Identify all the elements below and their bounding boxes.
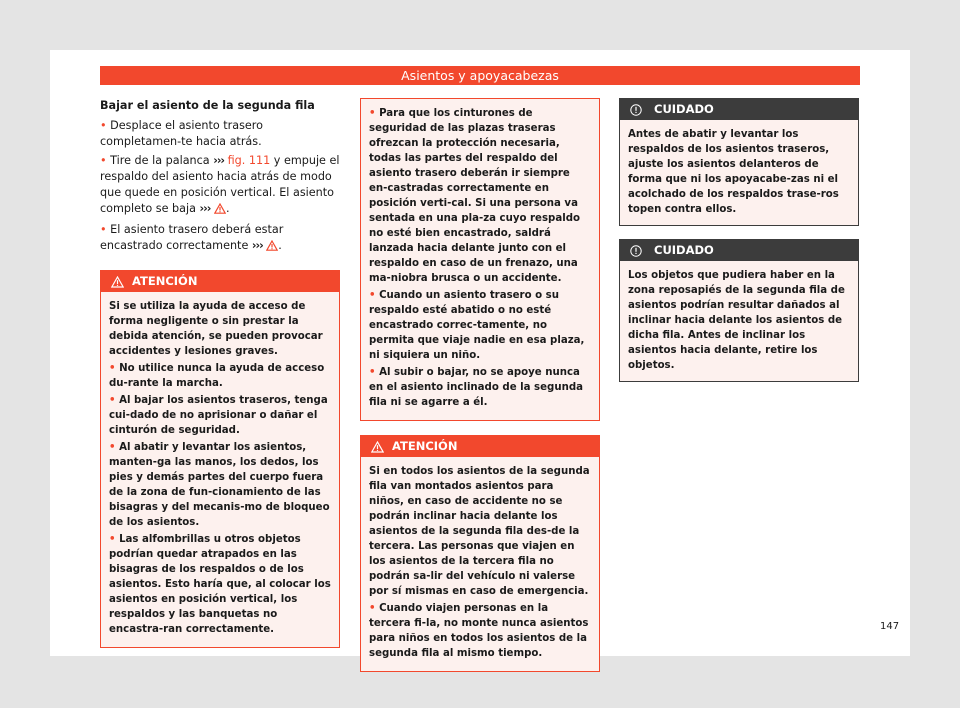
bullet-icon: • <box>369 603 380 614</box>
warning-triangle-icon[interactable] <box>266 240 278 256</box>
step-item: • Tire de la palanca ››› fig. 111 y empuje el respaldo del asiento hacia atrás de modo que quede en posición vertical. El asiento completo se baja ››› . <box>100 153 340 219</box>
list-item: • Cuando viajen personas en la tercera fi-la, no monte nunca asientos para niños en todos los asientos de la segunda fila al mismo tiempo. <box>369 603 589 659</box>
bullet-icon: • <box>109 442 120 453</box>
list-item: • Al subir o bajar, no se apoye nunca en el asiento inclinado de la segunda fila ni se agarre a él. <box>369 367 583 408</box>
caution-body: Los objetos que pudiera haber en la zona reposapiés de la segunda fila de asientos podrían resultar dañados al inclinar hacia delante los asientos de dicha fila. Antes de inclinar los asientos hacia delante, retire los objetos. <box>628 270 845 371</box>
caution-box <box>619 239 859 382</box>
warning-triangle-icon[interactable] <box>214 203 226 219</box>
warning-box <box>100 270 340 648</box>
reference-arrows: ››› <box>213 154 225 167</box>
caution-header: CUIDADO <box>620 99 858 120</box>
column-3 <box>619 98 859 382</box>
info-circle-icon <box>630 245 642 257</box>
list-item: • Las alfombrillas u otros objetos podrían quedar atrapados en las bisagras de los respaldos o de los asientos. Esto haría que, al colocar los asientos en posición vertical, los respaldos y las banquetas no encastra-ran correctamente. <box>109 534 331 635</box>
warning-header: ATENCIÓN <box>101 271 339 292</box>
bullet-icon: • <box>109 363 120 374</box>
column-2 <box>360 98 600 672</box>
warning-box-continued <box>360 98 600 421</box>
warning-body <box>361 99 599 420</box>
warning-body: Si se utiliza la ayuda de acceso de forma negligente o sin prestar la debida atención, se pueden provocar accidentes y lesiones graves. • No utilice nunca la ayuda de acceso du-rante la marcha. • Al bajar los asientos traseros, tenga cui-dado de no aprisionar o dañar el cinturón de seguridad. • Al abatir y levantar los asientos, manten-ga las manos, los dedos, los pies y demás partes del cuerpo fuera de la zona de fun-cionamiento de las bisagras y del mecanis-mo de bloqueo de los asientos. • Las alfombrillas u otros objetos podrían quedar atrapados en las bisagras de los respaldos o de los asientos. Esto haría que, al colocar los asientos en posición vertical, los respaldos y las banquetas no encastra-ran correctamente. <box>109 301 331 635</box>
list-item: • Para que los cinturones de seguridad de las plazas traseras ofrezcan la protección necesaria, todas las partes del respaldo del asiento trasero deberán ir siempre en-castradas correctamente en posición verti-cal. Si una persona va sentada en una pla-za cuyo respaldo no esté bien encastrado, saldrá lanzada hacia delante junto con el respaldo en caso de un frenazo, una ma-niobra brusca o un accidente. <box>369 108 580 284</box>
page-number: 147 <box>880 621 900 632</box>
list-item: • Al abatir y levantar los asientos, manten-ga las manos, los dedos, los pies y demás partes del cuerpo fuera de la zona de fun-cionamiento de las bisagras y del mecanis-mo de bloqueo de los asientos. <box>109 442 330 528</box>
step-item: • El asiento trasero deberá estar encastrado correctamente ››› . <box>100 222 340 256</box>
warning-box <box>360 435 600 672</box>
figure-link[interactable]: fig. 111 <box>227 154 271 167</box>
warning-header: ATENCIÓN <box>361 436 599 457</box>
reference-arrows: ››› <box>199 202 211 215</box>
warning-body: Si en todos los asientos de la segunda fila van montados asientos para niños, en caso de accidente no se podrán inclinar hacia delante los asientos de la segunda fila des-de la tercera. Las personas que viajen en los asientos de la tercera fila no podrán sa-lir del vehículo ni valerse por sí mismas en caso de emergencia. • Cuando viajen personas en la tercera fi-la, no monte nunca asientos para niños en todos los asientos de la segunda fila al mismo tiempo. <box>369 466 590 659</box>
bullet-icon: • <box>369 290 380 301</box>
bullet-icon: • <box>100 223 107 236</box>
info-circle-icon <box>630 104 642 116</box>
column-1 <box>100 98 340 648</box>
bullet-icon: • <box>100 119 107 132</box>
reference-arrows: ››› <box>251 239 263 252</box>
bullet-icon: • <box>100 154 107 167</box>
bullet-icon: • <box>369 367 380 378</box>
list-item: • Al bajar los asientos traseros, tenga cui-dado de no aprisionar o dañar el cinturón de seguridad. <box>109 395 328 436</box>
bullet-icon: • <box>109 534 120 545</box>
bullet-icon: • <box>369 108 380 119</box>
caution-box <box>619 98 859 226</box>
list-item: • Cuando un asiento trasero o su respaldo esté abatido o no esté encastrado correc-tamente, no permita que viaje nadie en esa plaza, ni siquiera un niño. <box>369 290 585 361</box>
list-item: • No utilice nunca la ayuda de acceso du-rante la marcha. <box>109 363 325 389</box>
section-title: Bajar el asiento de la segunda fila <box>100 99 315 112</box>
step-item: • Desplace el asiento trasero completamen-te hacia atrás. <box>100 119 264 148</box>
bullet-icon: • <box>109 395 120 406</box>
caution-header: CUIDADO <box>620 240 858 261</box>
page-header: Asientos y apoyacabezas <box>100 66 860 85</box>
warning-triangle-icon <box>371 441 384 453</box>
caution-body: Antes de abatir y levantar los respaldos de los asientos traseros, ajuste los asientos delanteros de forma que ni los apoyacabe-zas ni el acolchado de los respaldos trase-ros topen contra ellos. <box>628 129 839 215</box>
warning-triangle-icon <box>111 276 124 288</box>
